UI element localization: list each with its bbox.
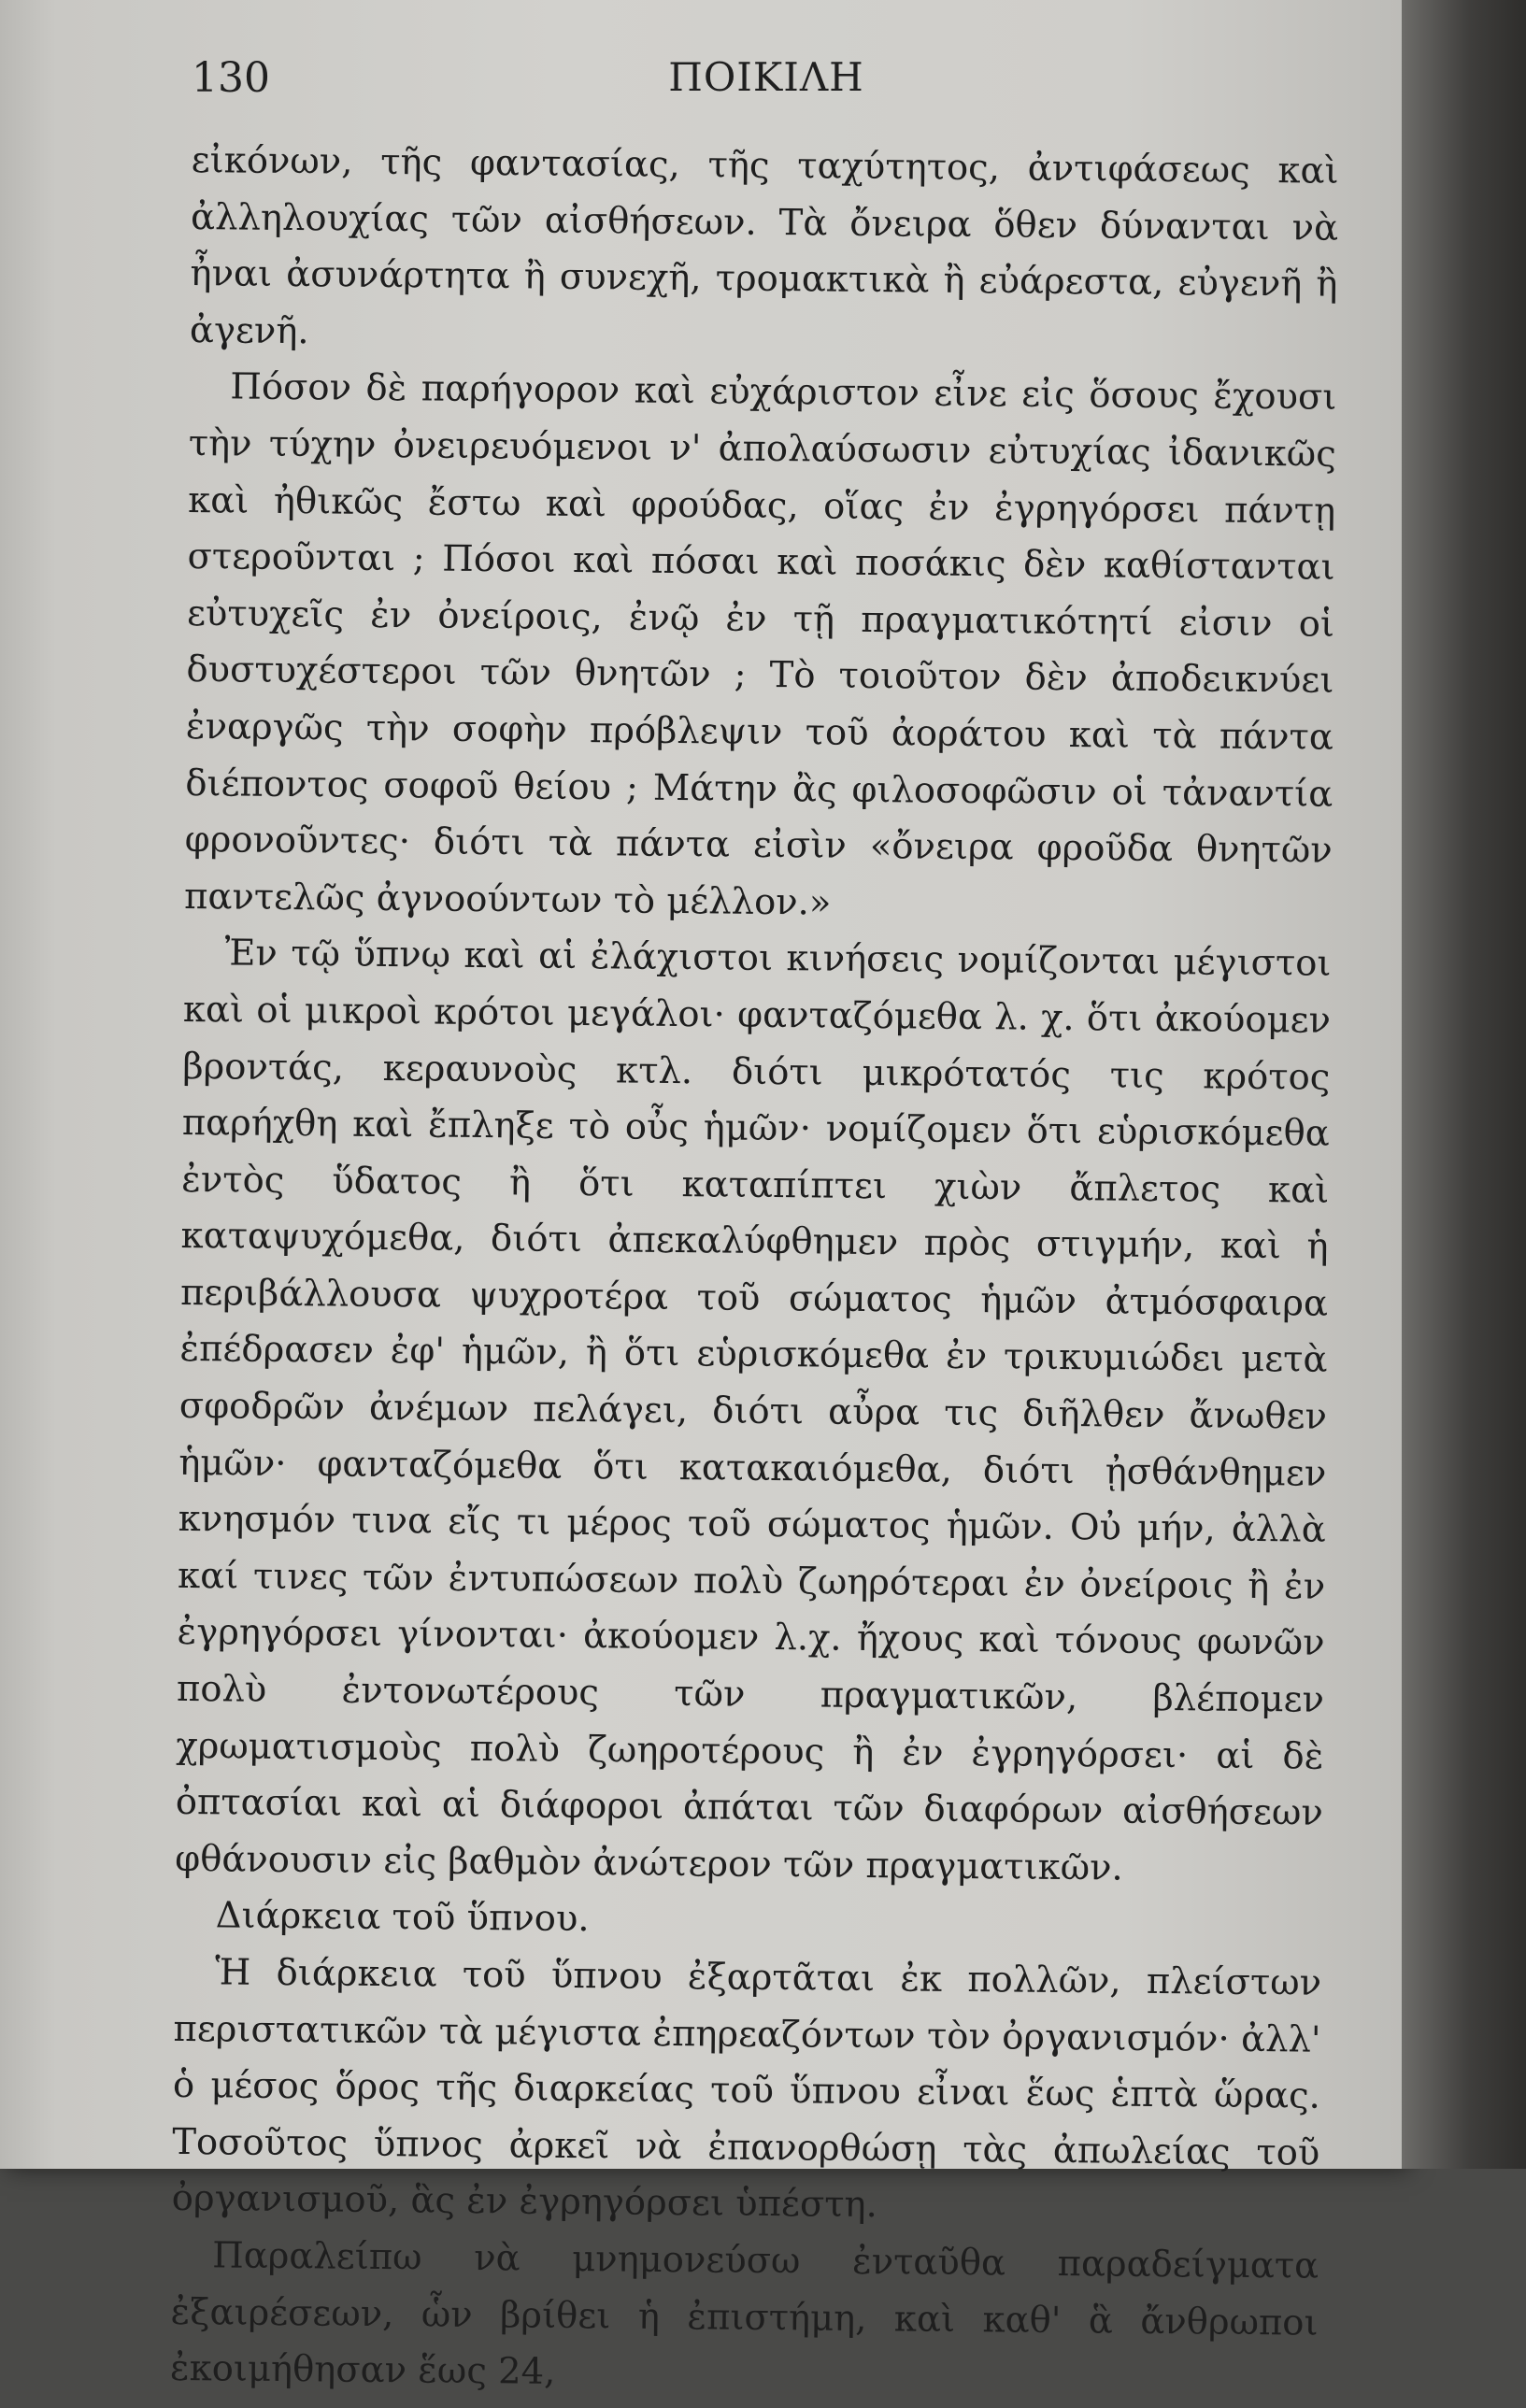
- paragraph-continued: εἰκόνων, τῆς φαντασίας, τῆς ταχύτητος, ἀντιφάσεως καὶ ἀλληλουχίας τῶν αἰσθήσεων. Τὰ ὄνειρα ὅθεν δύνανται νὰ ἦναι ἀσυνάρτητα ἢ συνεχῆ, τρομακτικὰ ἢ εὐάρεστα, εὐγενῆ ἢ ἀγενῆ.: [189, 138, 1339, 352]
- paragraph: Παραλείπω νὰ μνημονεύσω ἐνταῦθα παραδείγματα ἐξαιρέσεων, ὧν βρίθει ἡ ἐπιστήμη, καὶ καθ' ἃ ἄνθρωποι ἐκοιμήθησαν ἕως 24,: [169, 2234, 1319, 2394]
- running-title: ΠΟΙΚΙΛΗ: [668, 54, 864, 100]
- section-heading: Διάρκεια τοῦ ὕπνου.: [215, 1894, 590, 1941]
- paragraph: Πόσον δὲ παρήγορον καὶ εὐχάριστον εἶνε εἰς ὅσους ἔχουσι τὴν τύχην ὀνειρευόμενοι ν' ἀπολαύσωσιν εὐτυχίας ἰδανικῶς καὶ ἠθικῶς ἔστω καὶ φρούδας, οἵας ἐν ἐγρηγόρσει πάντῃ στεροῦνται ; Πόσοι καὶ πόσαι καὶ ποσάκις δὲν καθίστανται εὐτυχεῖς ἐν ὀνείροις, ἐνῷ ἐν τῇ πραγματικότητί εἰσιν οἱ δυστυχέστεροι τῶν θνητῶν ; Τὸ τοιοῦτον δὲν ἀποδεικνύει ἐναργῶς τὴν σοφὴν πρόβλεψιν τοῦ ἀοράτου καὶ τὰ πάντα διέποντος σοφοῦ θείου ; Μάτην ἂς φιλοσοφῶσιν οἱ τἀναντία φρονοῦντες· διότι τὰ πάντα εἰσὶν «ὄνειρα φροῦδα θνητῶν παντελῶς ἀγνοούντων τὸ μέλλον.»: [183, 365, 1337, 924]
- body-text: [170, 133, 1339, 2408]
- running-head: [192, 54, 1341, 110]
- page-number: 130: [192, 54, 270, 102]
- book-gutter-edge: [1402, 0, 1526, 2169]
- paragraph: Ἐν τῷ ὕπνῳ καὶ αἱ ἐλάχιστοι κινήσεις νομίζονται μέγιστοι καὶ οἱ μικροὶ κρότοι μεγάλοι· φανταζόμεθα λ. χ. ὅτι ἀκούομεν βροντάς, κεραυνοὺς κτλ. διότι μικρότατός τις κρότος παρήχθη καὶ ἔπληξε τὸ οὖς ἡμῶν· νομίζομεν ὅτι εὑρισκόμεθα ἐντὸς ὕδατος ἢ ὅτι καταπίπτει χιὼν ἄπλετος καὶ καταψυχόμεθα, διότι ἀπεκαλύφθημεν πρὸς στιγμήν, καὶ ἡ περιβάλλουσα ψυχροτέρα τοῦ σώματος ἡμῶν ἀτμόσφαιρα ἐπέδρασεν ἐφ' ἡμῶν, ἢ ὅτι εὑρισκόμεθα ἐν τρικυμιώδει μετὰ σφοδρῶν ἀνέμων πελάγει, διότι αὖρα τις διῆλθεν ἄνωθεν ἡμῶν· φανταζόμεθα ὅτι κατακαιόμεθα, διότι ᾐσθάνθημεν κνησμόν τινα εἴς τι μέρος τοῦ σώματος ἡμῶν. Οὐ μήν, ἀλλὰ καί τινες τῶν ἐντυπώσεων πολὺ ζωηρότεραι ἐν ὀνείροις ἢ ἐν ἐγρηγόρσει γίνονται· ἀκούομεν λ.χ. ἤχους καὶ τόνους φωνῶν πολὺ ἐντονωτέρους τῶν πραγματικῶν, βλέπομεν χρωματισμοὺς πολὺ ζωηροτέρους ἢ ἐν ἐγρηγόρσει· αἱ δὲ ὀπτασίαι καὶ αἱ διάφοροι ἀπάται τῶν διαφόρων αἰσθήσεων φθάνουσιν εἰς βαθμὸν ἀνώτερον τῶν πραγματικῶν.: [175, 932, 1332, 1889]
- paragraph: Ἡ διάρκεια τοῦ ὕπνου ἐξαρτᾶται ἐκ πολλῶν, πλείστων περιστατικῶν τὰ μέγιστα ἐπηρεαζόντων τὸν ὀργανισμόν· ἀλλ' ὁ μέσος ὅρος τῆς διαρκείας τοῦ ὕπνου εἶναι ἕως ἑπτὰ ὥρας. Τοσοῦτος ὕπνος ἀρκεῖ νὰ ἐπανορθώσῃ τὰς ἀπωλείας τοῦ ὀργανισμοῦ, ἃς ἐν ἐγρηγόρσει ὑπέστη.: [171, 1951, 1322, 2227]
